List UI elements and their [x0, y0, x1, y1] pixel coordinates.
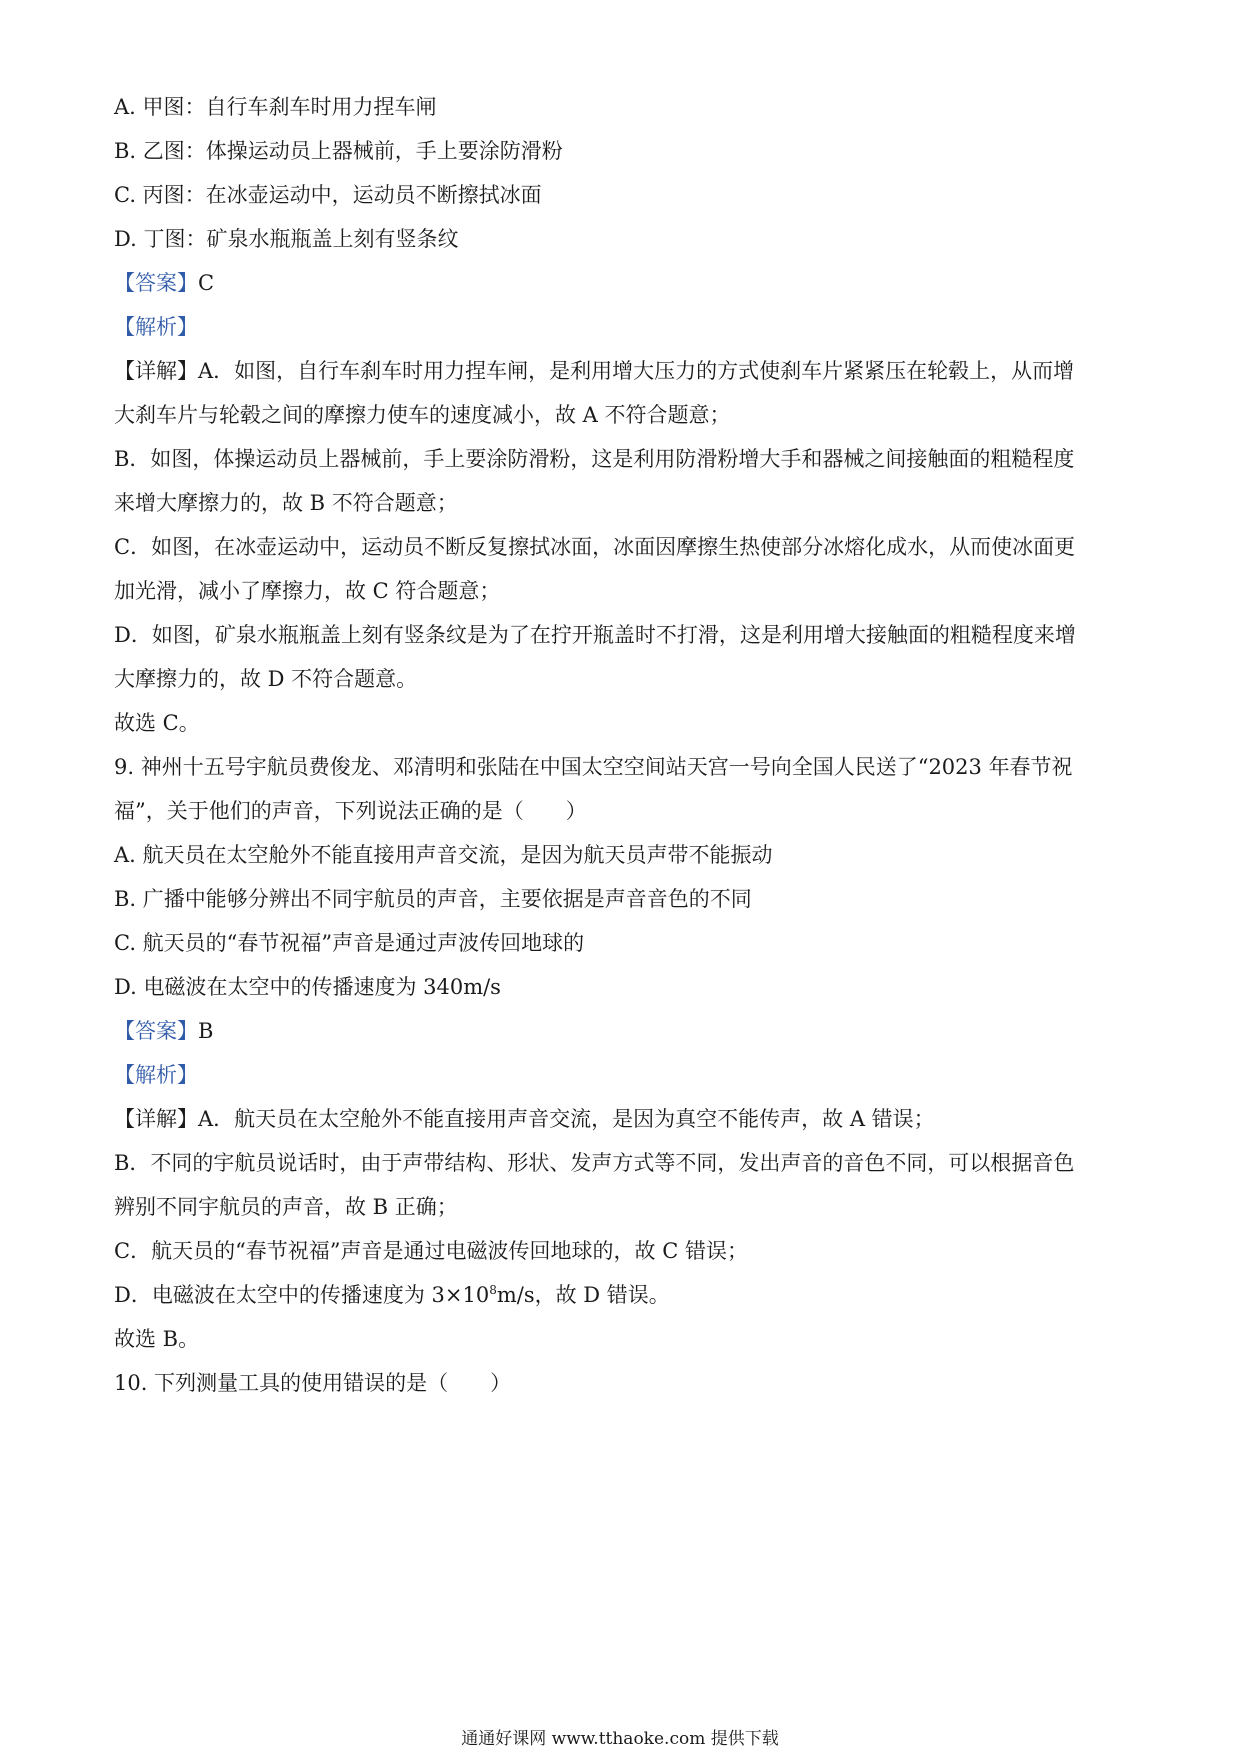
q8-detail-b-line2: 来增大摩擦力的，故 B 不符合题意； [114, 491, 458, 515]
answer-tag: 【答案】 [114, 271, 198, 295]
q9-option-b: B. 广播中能够分辨出不同宇航员的声音，主要依据是声音音色的不同 [114, 887, 752, 911]
q8-detail-a-line2: 大刹车片与轮毂之间的摩擦力使车的速度减小，故 A 不符合题意； [114, 403, 731, 427]
q8-option-c: C. 丙图：在冰壶运动中，运动员不断擦拭冰面 [114, 183, 542, 207]
q9-detail-b-line1: B．不同的宇航员说话时，由于声带结构、形状、发声方式等不同，发出声音的音色不同，可以根据音色 [114, 1151, 1075, 1175]
detail-text: A．如图，自行车刹车时用力捏车闸，是利用增大压力的方式使刹车片紧紧压在轮毂上，从而增 [198, 359, 1075, 383]
q9-analysis-tag: 【解析】 [114, 1063, 198, 1087]
q8-analysis-tag: 【解析】 [114, 315, 198, 339]
q8-detail-d-line2: 大摩擦力的，故 D 不符合题意。 [114, 667, 418, 691]
q10-stem: 10. 下列测量工具的使用错误的是（ ） [114, 1371, 512, 1395]
q9-detail-c: C．航天员的“春节祝福”声音是通过电磁波传回地球的，故 C 错误； [114, 1239, 748, 1263]
detail-text: D．电磁波在太空中的传播速度为 3×10 [114, 1283, 490, 1307]
q9-option-d: D. 电磁波在太空中的传播速度为 340m/s [114, 975, 501, 999]
q8-detail-b-line1: B．如图，体操运动员上器械前，手上要涂防滑粉，这是利用防滑粉增大手和器械之间接触面的粗糙程度 [114, 447, 1075, 471]
q9-detail-b-line2: 辨别不同宇航员的声音，故 B 正确； [114, 1195, 458, 1219]
q9-answer [114, 1016, 1124, 1046]
q9-detail-a [114, 1104, 1124, 1134]
detail-tag: 【详解】 [114, 359, 198, 383]
detail-text: m/s，故 D 错误。 [496, 1283, 670, 1307]
q9-detail-d [114, 1280, 1124, 1310]
q8-detail-c-line1: C．如图，在冰壶运动中，运动员不断反复擦拭冰面，冰面因摩擦生热使部分冰熔化成水，从而使冰面更 [114, 535, 1076, 559]
detail-text: A．航天员在太空舱外不能直接用声音交流，是因为真空不能传声，故 A 错误； [198, 1107, 935, 1131]
q8-option-a: A. 甲图：自行车刹车时用力捏车闸 [114, 95, 437, 119]
q8-detail-a-line1 [114, 356, 1124, 386]
q9-stem-line1: 9. 神州十五号宇航员费俊龙、邓清明和张陆在中国太空空间站天宫一号向全国人民送了“2023 年春节祝 [114, 755, 1073, 779]
q9-stem-line2: 福”，关于他们的声音，下列说法正确的是（ ） [114, 799, 587, 823]
q8-answer [114, 268, 1124, 298]
q8-option-b: B. 乙图：体操运动员上器械前，手上要涂防滑粉 [114, 139, 563, 163]
answer-value: B [198, 1019, 214, 1043]
exponent: 8 [489, 1283, 497, 1297]
q8-detail-c-line2: 加光滑，减小了摩擦力，故 C 符合题意； [114, 579, 501, 603]
q9-conclusion: 故选 B。 [114, 1327, 200, 1351]
detail-tag: 【详解】 [114, 1107, 198, 1131]
q9-option-a: A. 航天员在太空舱外不能直接用声音交流，是因为航天员声带不能振动 [114, 843, 773, 867]
q8-conclusion: 故选 C。 [114, 711, 200, 735]
q8-option-d: D. 丁图：矿泉水瓶瓶盖上刻有竖条纹 [114, 227, 459, 251]
q9-option-c: C. 航天员的“春节祝福”声音是通过声波传回地球的 [114, 931, 585, 955]
page-footer[interactable]: 通通好课网 www.tthaoke.com 提供下载 [461, 1729, 779, 1749]
answer-tag: 【答案】 [114, 1019, 198, 1043]
q8-detail-d-line1: D．如图，矿泉水瓶瓶盖上刻有竖条纹是为了在拧开瓶盖时不打滑，这是利用增大接触面的粗糙程度来增 [114, 623, 1076, 647]
answer-value: C [198, 271, 215, 295]
